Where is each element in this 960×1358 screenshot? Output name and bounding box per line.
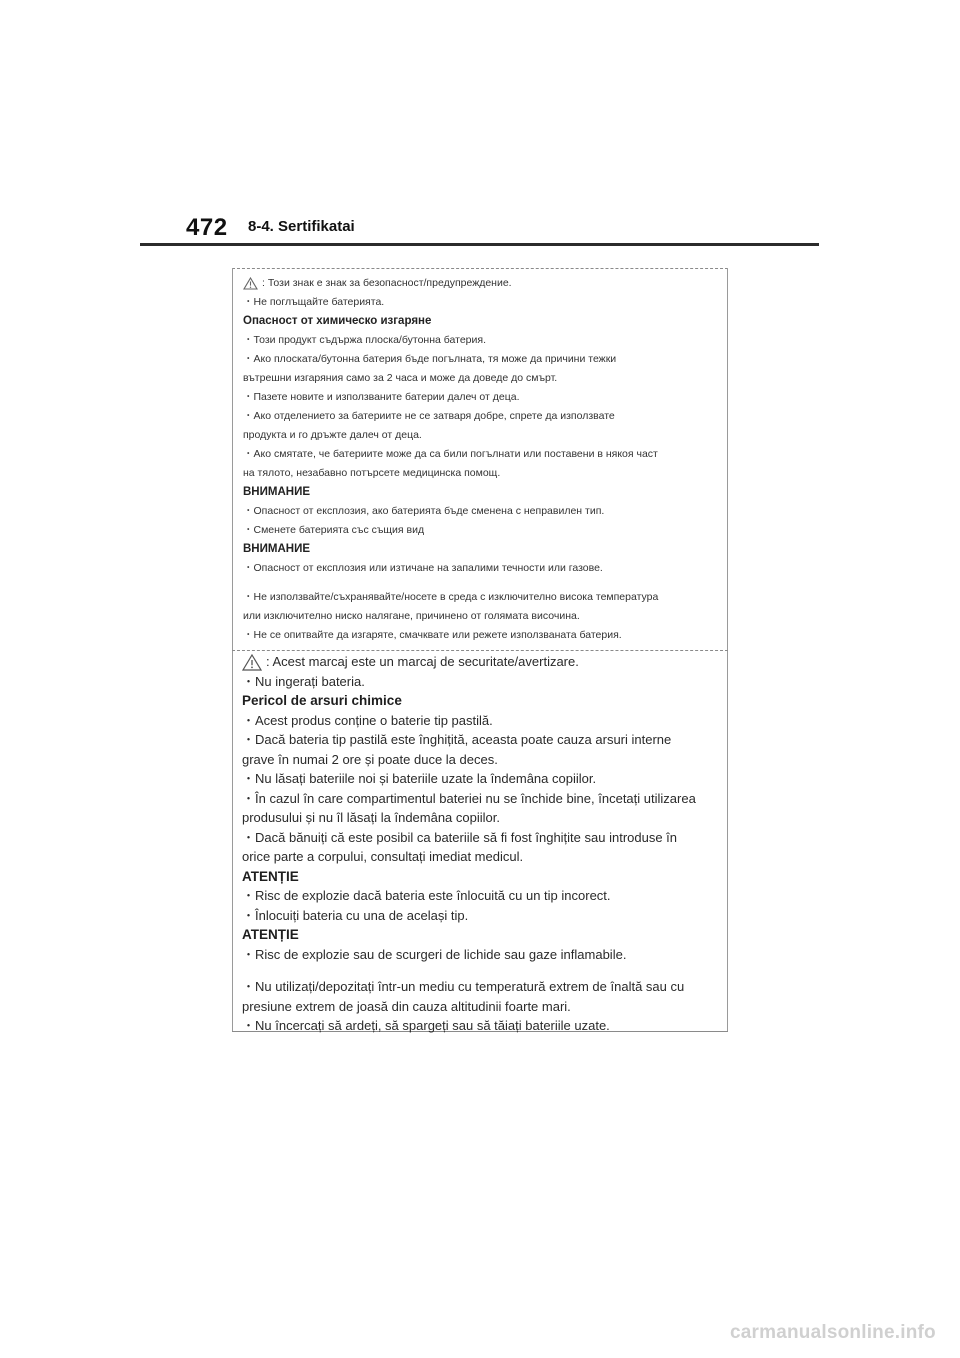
ro-line: ・În cazul în care compartimentul bateriei nu se închide bine, încetați utilizarea xyxy=(242,790,696,806)
bulgarian-section xyxy=(243,274,723,645)
ro-line: ・Dacă bateria tip pastilă este înghițită, aceasta poate cauza arsuri interne xyxy=(242,732,672,747)
warning-triangle-icon xyxy=(243,277,258,290)
bg-line: вътрешни изгаряния само за 2 часа и може да доведе до смърт. xyxy=(243,372,558,384)
ro-line: ・Risc de explozie sau de scurgeri de lichide sau gaze inflamabile. xyxy=(242,946,627,962)
bg-line: ・Сменете батерията със същия вид xyxy=(243,524,425,536)
ro-line: ・Înlocuiți bateria cu una de același tip. xyxy=(242,907,469,923)
bg-heading-caution: ВНИМАНИЕ xyxy=(243,486,311,498)
ro-line: ・Nu lăsați bateriile noi și bateriile uzate la îndemâna copiilor. xyxy=(242,771,597,786)
language-divider xyxy=(232,650,728,651)
ro-heading-caution: ATENȚIE xyxy=(242,868,299,884)
bg-line: ・Не се опитвайте да изгаряте, смачквате или режете използваната батерия. xyxy=(243,629,622,641)
bg-line: ・Не поглъщайте батерията. xyxy=(243,296,385,308)
ro-line: grave în numai 2 ore și poate duce la deces. xyxy=(242,751,498,767)
ro-line: orice parte a corpului, consultați imediat medicul. xyxy=(242,849,524,864)
bg-line: на тялото, незабавно потърсете медицинска помощ. xyxy=(243,467,501,479)
watermark-logo: carmanualsonline.info xyxy=(730,1322,936,1343)
bg-line: ・Опасност от експлозия или изтичане на запалими течности или газове. xyxy=(243,562,603,574)
bg-line: ・Ако смятате, че батериите може да са били погълнати или поставени в някоя част xyxy=(243,448,658,460)
bg-line: ・Ако плоската/бутонна батерия бъде погълната, тя може да причини тежки xyxy=(243,353,617,365)
bg-line: ・Пазете новите и използваните батерии далеч от деца. xyxy=(243,391,520,403)
ro-line: presiune extrem de joasă din cauza altitudinii foarte mari. xyxy=(242,998,571,1014)
section-title: 8-4. Sertifikatai xyxy=(248,218,355,235)
warning-triangle-icon xyxy=(242,654,262,671)
ro-warning-mark-text: : Acest marcaj este un marcaj de securitate/avertizare. xyxy=(266,654,579,669)
ro-warning-mark-line xyxy=(242,652,724,672)
bg-heading-chemical-burn: Опасност от химическо изгаряне xyxy=(243,315,432,327)
bg-line: ・Ако отделението за батериите не се затваря добре, спрете да използвате xyxy=(243,410,615,422)
ro-line: ・Nu utilizați/depozitați într-un mediu cu temperatură extrem de înaltă sau cu xyxy=(242,979,685,994)
ro-line: ・Acest produs conține o baterie tip pastilă. xyxy=(242,712,493,728)
certificate-box xyxy=(232,268,728,1032)
ro-heading-chemical-burn: Pericol de arsuri chimice xyxy=(242,693,402,708)
ro-line: ・Dacă bănuiți că este posibil ca bateriile să fi fost înghițite sau introduse în xyxy=(242,829,678,845)
bg-warning-mark-line xyxy=(243,274,723,293)
bg-warning-mark-text: : Този знак е знак за безопасност/предупреждение. xyxy=(262,277,512,289)
page-number: 472 xyxy=(186,214,228,241)
bg-line: или изключително ниско налягане, причинено от голямата височина. xyxy=(243,610,580,622)
ro-line: produsului și nu îl lăsați la îndemâna copiilor. xyxy=(242,810,500,825)
header-rule xyxy=(140,243,819,246)
romanian-section xyxy=(242,652,724,1036)
bg-line: ・Опасност от експлозия, ако батерията бъде сменена с неправилен тип. xyxy=(243,505,605,517)
ro-heading-caution: ATENȚIE xyxy=(242,927,299,942)
bg-line: продукта и го дръжте далеч от деца. xyxy=(243,429,422,441)
ro-line: ・Risc de explozie dacă bateria este înlocuită cu un tip incorect. xyxy=(242,888,611,903)
bg-line: ・Не използвайте/съхранявайте/носете в среда с изключително висока температура xyxy=(243,591,659,603)
bg-line: ・Този продукт съдържа плоска/бутонна батерия. xyxy=(243,334,486,346)
box-top-border xyxy=(232,268,728,269)
bg-heading-caution: ВНИМАНИЕ xyxy=(243,543,311,555)
ro-line: ・Nu ingerați bateria. xyxy=(242,673,365,689)
ro-line: ・Nu încercați să ardeți, să spargeți sau să tăiați bateriile uzate. xyxy=(242,1018,610,1033)
